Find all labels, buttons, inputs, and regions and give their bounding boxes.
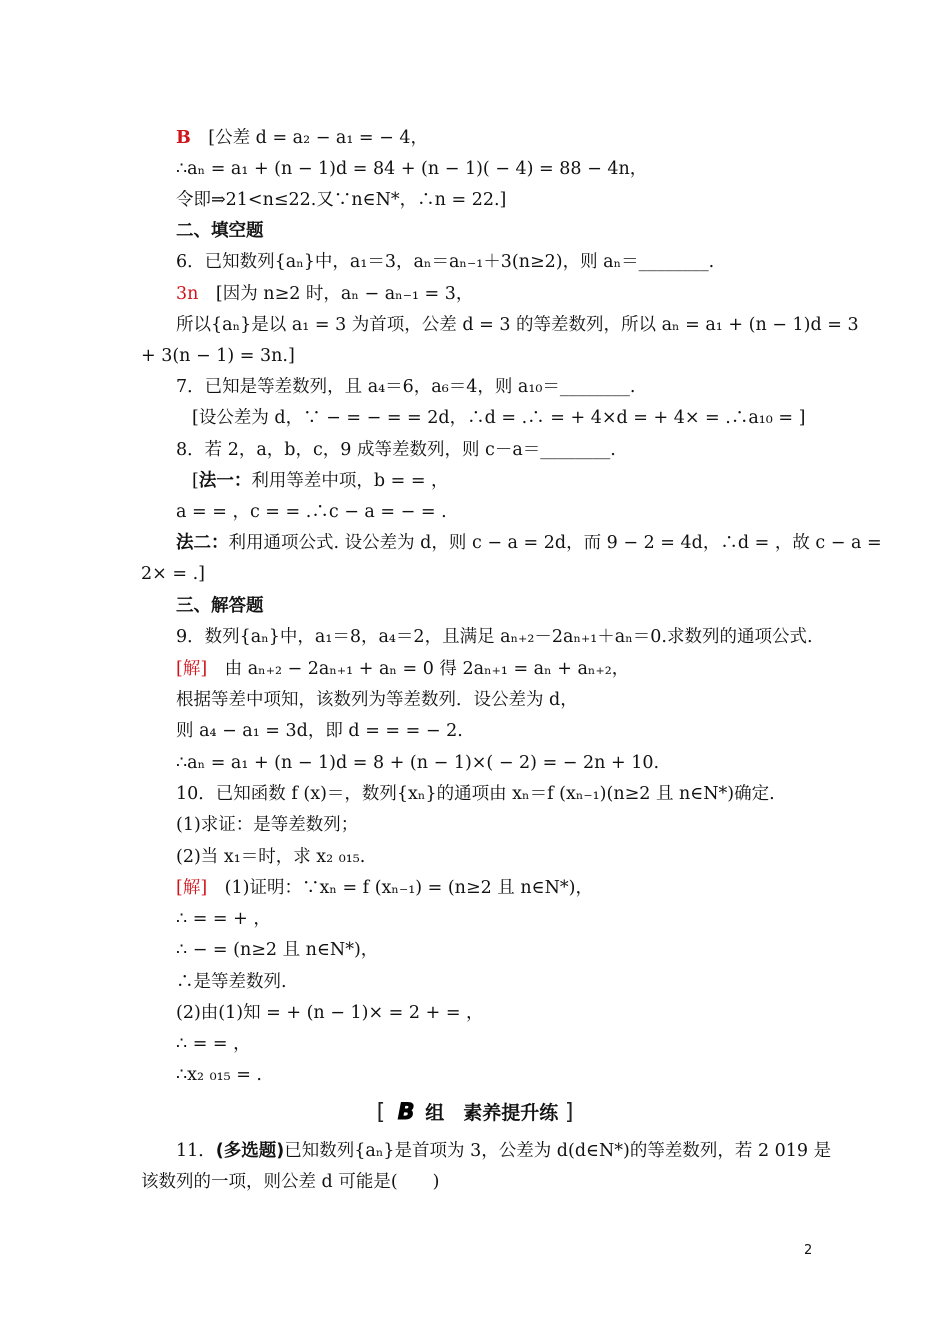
body-line — [0, 219, 950, 243]
text-segment: (1)求证：是等差数列； — [176, 815, 359, 835]
body-line — [0, 375, 950, 399]
text-segment: (2)由(1)知 = + (n − 1)× = 2 + = ， — [176, 1003, 484, 1023]
text-segment: 所以{aₙ}是以 a₁ = 3 为首项，公差 d = 3 的等差数列，所以 aₙ = a₁ + (n − 1)d = 3 — [176, 315, 859, 335]
text-segment: a = = ，c = = .∴c − a = − = . — [176, 502, 447, 522]
body-line — [0, 126, 950, 150]
body-line — [0, 250, 950, 274]
body-line — [0, 1032, 950, 1056]
text-segment: B — [176, 128, 191, 148]
body-line — [0, 938, 950, 962]
question-line — [0, 1170, 950, 1194]
body-line — [0, 657, 950, 681]
text-segment: 已知数列{aₙ}是首项为 3，公差为 d(d∈N*)的等差数列，若 2 019 是 — [284, 1141, 832, 1161]
body-line — [0, 406, 950, 430]
text-segment: 11． — [176, 1141, 216, 1161]
text-segment: (多选题) — [215, 1141, 285, 1161]
body-line — [0, 1001, 950, 1025]
body-line — [0, 562, 950, 586]
text-segment: 10．已知函数 f (x)＝，数列{xₙ}的通项由 xₙ＝f (xₙ₋₁)(n≥2 且 n∈N*)确定. — [176, 784, 775, 804]
text-segment: ∴aₙ = a₁ + (n − 1)d = 84 + (n − 1)( − 4) = 88 − 4n， — [176, 159, 648, 179]
body-line — [0, 970, 950, 994]
text-segment: 6．已知数列{aₙ}中，a₁＝3，aₙ＝aₙ₋₁＋3(n≥2)，则 aₙ＝________. — [176, 252, 715, 272]
text-segment: 该数列的一项，则公差 d 可能是( ) — [141, 1172, 440, 1192]
text-segment: 法二： — [176, 533, 229, 553]
text-segment: 9．数列{aₙ}中，a₁＝8，a₄＝2，且满足 aₙ₊₂－2aₙ₊₁＋aₙ＝0.求数列的通项公式. — [176, 627, 813, 647]
text-segment: [解] — [176, 878, 208, 898]
text-segment: 由 aₙ₊₂ − 2aₙ₊₁ + aₙ = 0 得 2aₙ₊₁ = aₙ + aₙ₊₂， — [207, 659, 630, 679]
body-line — [0, 531, 950, 555]
text-segment: 3n — [176, 284, 199, 304]
text-segment: [公差 d = a₂ − a₁ = − 4， — [190, 128, 429, 148]
text-segment: ∴x₂ ₀₁₅ = . — [176, 1065, 262, 1085]
body-line — [0, 344, 950, 368]
heading-text: 组 素养提升练 — [425, 1102, 559, 1124]
text-segment: [解] — [176, 659, 208, 679]
body-line — [0, 313, 950, 337]
text-segment: 2× = .] — [141, 564, 205, 584]
text-segment: ∴ = = + ， — [176, 909, 271, 929]
body-line — [0, 282, 950, 306]
heading-open-bracket: [ — [376, 1100, 386, 1125]
text-segment: ∴是等差数列. — [176, 972, 287, 992]
body-line — [0, 438, 950, 462]
text-segment: ∴ = = ， — [176, 1034, 251, 1054]
page-number: 2 — [804, 1243, 813, 1258]
text-segment: 法一： — [198, 471, 252, 491]
body-line — [0, 469, 950, 493]
text-segment: (1)证明：∵xₙ = f (xₙ₋₁) = (n≥2 且 n∈N*)， — [207, 878, 593, 898]
body-line — [0, 751, 950, 775]
text-segment: 利用通项公式. 设公差为 d，则 c − a = 2d，而 9 − 2 = 4d，∴d = ，故 c − a = — [228, 533, 882, 553]
heading-close-bracket: ] — [564, 1100, 574, 1125]
body-line — [0, 845, 950, 869]
text-segment: 二、填空题 — [176, 221, 264, 241]
body-line — [0, 625, 950, 649]
body-line — [0, 719, 950, 743]
body-line — [0, 594, 950, 618]
text-segment: 根据等差中项知，该数列为等差数列．设公差为 d， — [176, 690, 578, 710]
heading-letter: B — [397, 1100, 415, 1125]
text-segment: 令即⇒21<n≤22.又∵n∈N*，∴n = 22.] — [176, 190, 507, 210]
text-segment: ∴aₙ = a₁ + (n − 1)d = 8 + (n − 1)×( − 2) = − 2n + 10. — [176, 753, 660, 773]
body-line — [0, 876, 950, 900]
body-line — [0, 1063, 950, 1087]
text-segment: 三、解答题 — [176, 596, 264, 616]
text-segment: 8．若 2，a，b，c，9 成等差数列，则 c－a＝________. — [176, 440, 616, 460]
text-segment: + 3(n − 1) = 3n.] — [141, 346, 295, 366]
text-segment: 则 a₄ − a₁ = 3d，即 d = = = − 2. — [176, 721, 463, 741]
text-segment: [因为 n≥2 时，aₙ − aₙ₋₁ = 3， — [198, 284, 474, 304]
text-segment: (2)当 x₁＝时，求 x₂ ₀₁₅. — [176, 847, 366, 867]
body-line — [0, 688, 950, 712]
body-line — [0, 500, 950, 524]
question-line — [0, 1139, 950, 1163]
group-heading — [0, 1099, 950, 1127]
text-segment: 7．已知是等差数列，且 a₄＝6，a₆＝4，则 a₁₀＝________. — [176, 377, 636, 397]
text-segment: 利用等差中项，b = = ， — [251, 471, 449, 491]
body-line — [0, 157, 950, 181]
text-segment: [ — [192, 471, 199, 491]
body-line — [0, 907, 950, 931]
text-segment: [设公差为 d，∵ − = − = = 2d，∴d = .∴ = + 4×d = + 4× = .∴a₁₀ = ] — [192, 408, 806, 428]
body-line — [0, 188, 950, 212]
body-line — [0, 782, 950, 806]
text-segment: ∴ − = (n≥2 且 n∈N*)， — [176, 940, 379, 960]
body-line — [0, 813, 950, 837]
